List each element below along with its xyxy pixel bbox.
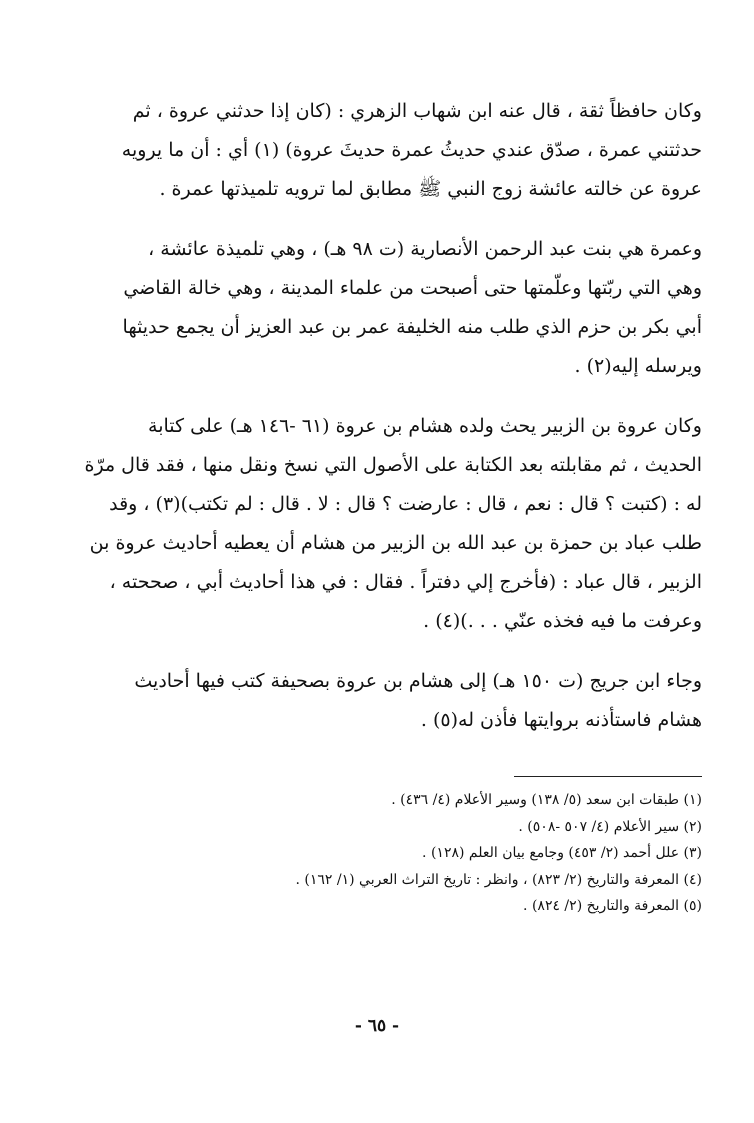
footnote-5: (٥) المعرفة والتاريخ (٢/ ٨٢٤) .	[523, 898, 702, 914]
footnote-4: (٤) المعرفة والتاريخ (٢/ ٨٢٣) ، وانظر : تاريخ التراث العربي (١/ ١٦٢) .	[295, 871, 702, 888]
text-line: ويرسله إليه(٢) .	[574, 355, 702, 377]
paragraph-2	[88, 230, 702, 386]
text-line: وعمرة هي بنت عبد الرحمن الأنصارية (ت ٩٨ هـ) ، وهي تلميذة عائشة ،	[148, 238, 702, 260]
text-line: وهي التي ربّتها وعلّمتها حتى أصبحت من علماء المدينة ، وهي خالة القاضي	[123, 277, 702, 299]
paragraph-1	[88, 92, 702, 209]
text-line: وجاء ابن جريج (ت ١٥٠ هـ) إلى هشام بن عروة بصحيفة كتب فيها أحاديث	[134, 670, 702, 692]
page-number: - ٦٥ -	[354, 1016, 400, 1036]
text-line: عروة عن خالته عائشة زوج النبي ﷺ مطابق لما ترويه تلميذتها عمرة .	[159, 178, 702, 200]
paragraph-4	[88, 662, 702, 740]
footnotes	[200, 787, 702, 920]
main-text	[84, 92, 702, 761]
text-line: له : (كتبت ؟ قال : نعم ، قال : عارضت ؟ قال : لا . قال : لم تكتب)(٣) ، وقد	[109, 493, 702, 515]
footnote-1: (١) طبقات ابن سعد (٥/ ١٣٨) وسير الأعلام (٤/ ٤٣٦) .	[391, 792, 702, 808]
footnote-3: (٣) علل أحمد (٢/ ٤٥٣) وجامع بيان العلم (١٢٨) .	[422, 845, 702, 861]
text-line: وعرفت ما فيه فخذه عنّي . . .)(٤) .	[423, 610, 702, 632]
text-line: الحديث ، ثم مقابلته بعد الكتابة على الأصول التي نسخ ونقل منها ، فقد قال مرّة	[84, 454, 702, 476]
text-line: وكان عروة بن الزبير يحث ولده هشام بن عروة (٦١ -١٤٦ هـ) على كتابة	[148, 415, 702, 437]
paragraph-3	[84, 407, 702, 641]
text-line: الزبير ، قال عباد : (فأخرج إلي دفتراً . فقال : في هذا أحاديث أبي ، صححته ،	[109, 571, 702, 593]
text-line: وكان حافظاً ثقة ، قال عنه ابن شهاب الزهري : (كان إذا حدثني عروة ، ثم	[132, 100, 702, 122]
text-line: أبي بكر بن حزم الذي طلب منه الخليفة عمر بن عبد العزيز أن يجمع حديثها	[122, 316, 702, 338]
text-line: حدثتني عمرة ، صدّق عندي حديثُ عمرة حديثَ عروة) (١) أي : أن ما يرويه	[121, 139, 702, 161]
footnote-2: (٢) سير الأعلام (٤/ ٥٠٧ -٥٠٨) .	[518, 818, 702, 835]
text-line: هشام فاستأذنه بروايتها فأذن له(٥) .	[420, 709, 702, 731]
text-line: طلب عباد بن حمزة بن عبد الله بن الزبير من هشام أن يعطيه أحاديث عروة بن	[89, 532, 702, 554]
footnote-divider	[514, 776, 702, 777]
